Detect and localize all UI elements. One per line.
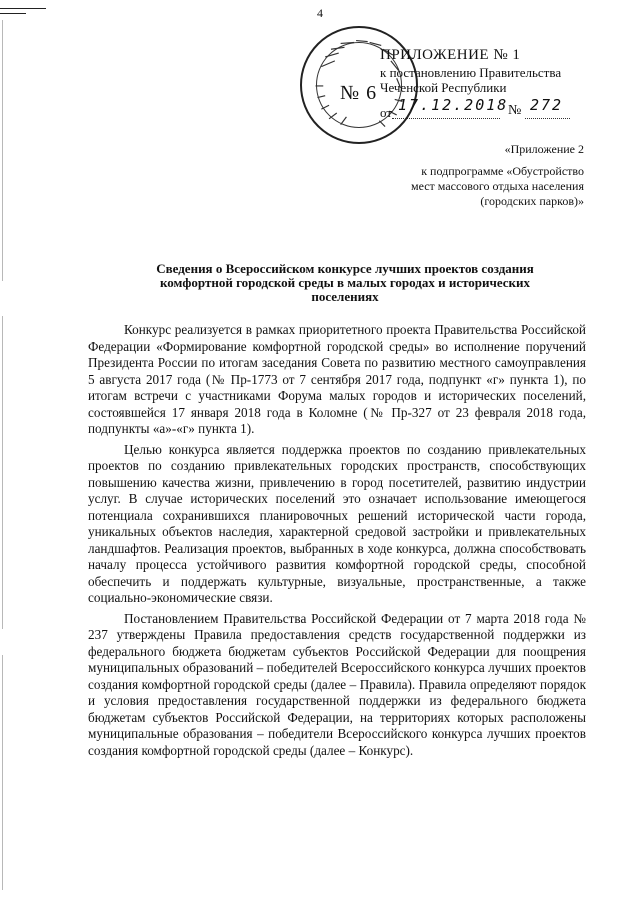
heading-line-2: комфортной городской среды в малых городах и исторических: [159, 275, 531, 290]
sub-appendix-line-3: мест массового отдыха населения: [411, 179, 584, 193]
appendix-title: ПРИЛОЖЕНИЕ № 1: [380, 47, 521, 63]
date-underline: [392, 118, 500, 119]
scan-left-edge: [2, 20, 3, 890]
appendix-date-row: [380, 96, 600, 121]
document-heading: [110, 262, 580, 304]
sub-appendix-line-4: (городских парков)»: [480, 194, 584, 208]
appendix-line-1: к постановлению Правительства: [380, 65, 562, 80]
heading-line-3: поселениях: [311, 289, 379, 304]
handwritten-date: 17.12.2018: [398, 96, 509, 114]
handwritten-number: 272: [530, 96, 564, 114]
page-number: 4: [317, 6, 323, 20]
number-underline: [525, 118, 570, 119]
paragraph: Целью конкурса является поддержка проектов по созданию привлекательных проектов по созданию привлекательных городских пространств, способствующих повышению качества жизни, привлечению в город посетителей, развитию индустрии услуг. В случае исторических поселений это означает использование имеющегося потенциала сохранившихся планировочных решений исторической части города, уникальных объектов наследия, характерной средовой застройки и привлекательных ландшафтов. Реализация проектов, выбранных в ходе конкурса, должна способствовать началу процесса устойчивого развития комфортной городской среды, способной обеспечить и поддержать культурные, визуальные, пространственные, а также социально-экономические связи.: [88, 441, 586, 605]
sub-appendix-block: [411, 142, 584, 209]
number-prefix: №: [508, 103, 522, 118]
sub-appendix-title: «Приложение 2: [504, 142, 584, 156]
appendix-line-2: Чеченской Республики: [380, 80, 507, 95]
date-prefix: от: [380, 105, 393, 120]
sub-appendix-line-2: к подпрограмме «Обустройство: [421, 164, 584, 178]
document-body: [88, 322, 586, 763]
stamp-number: № 6: [340, 82, 378, 104]
paragraph: Конкурс реализуется в рамках приоритетного проекта Правительства Российской Федерации «Формирование комфортной городской среды» во исполнение поручений Президента России по итогам заседания Совета по развитию местного самоуправления 5 августа 2017 года (№ Пр-1773 от 7 сентября 2017 года, подпункт «г» пункта 1), по итогам встречи с участниками Форума малых городов и исторических поселений, состоявшейся 17 января 2018 года в Коломне (№ Пр-327 от 23 февраля 2018 года, подпункты «а»-«г» пункта 1).: [88, 322, 586, 436]
appendix-block: [380, 48, 600, 121]
heading-line-1: Сведения о Всероссийском конкурсе лучших проектов создания: [156, 261, 534, 276]
paragraph: Постановлением Правительства Российской Федерации от 7 марта 2018 года № 237 утверждены Правила предоставления средств государственной поддержки из федерального бюджета бюджетам субъектов Российской Федерации для поощрения муниципальных образований – победителей Всероссийского конкурса лучших проектов создания комфортной городской среды (далее – Правила). Правила определяют порядок и условия предоставления государственной поддержки из федерального бюджета бюджетам субъектов Российской Федерации, на территориях которых расположены муниципальные образования – победители Всероссийского конкурса лучших проектов создания комфортной городской среды (далее – Конкурс).: [88, 610, 586, 758]
